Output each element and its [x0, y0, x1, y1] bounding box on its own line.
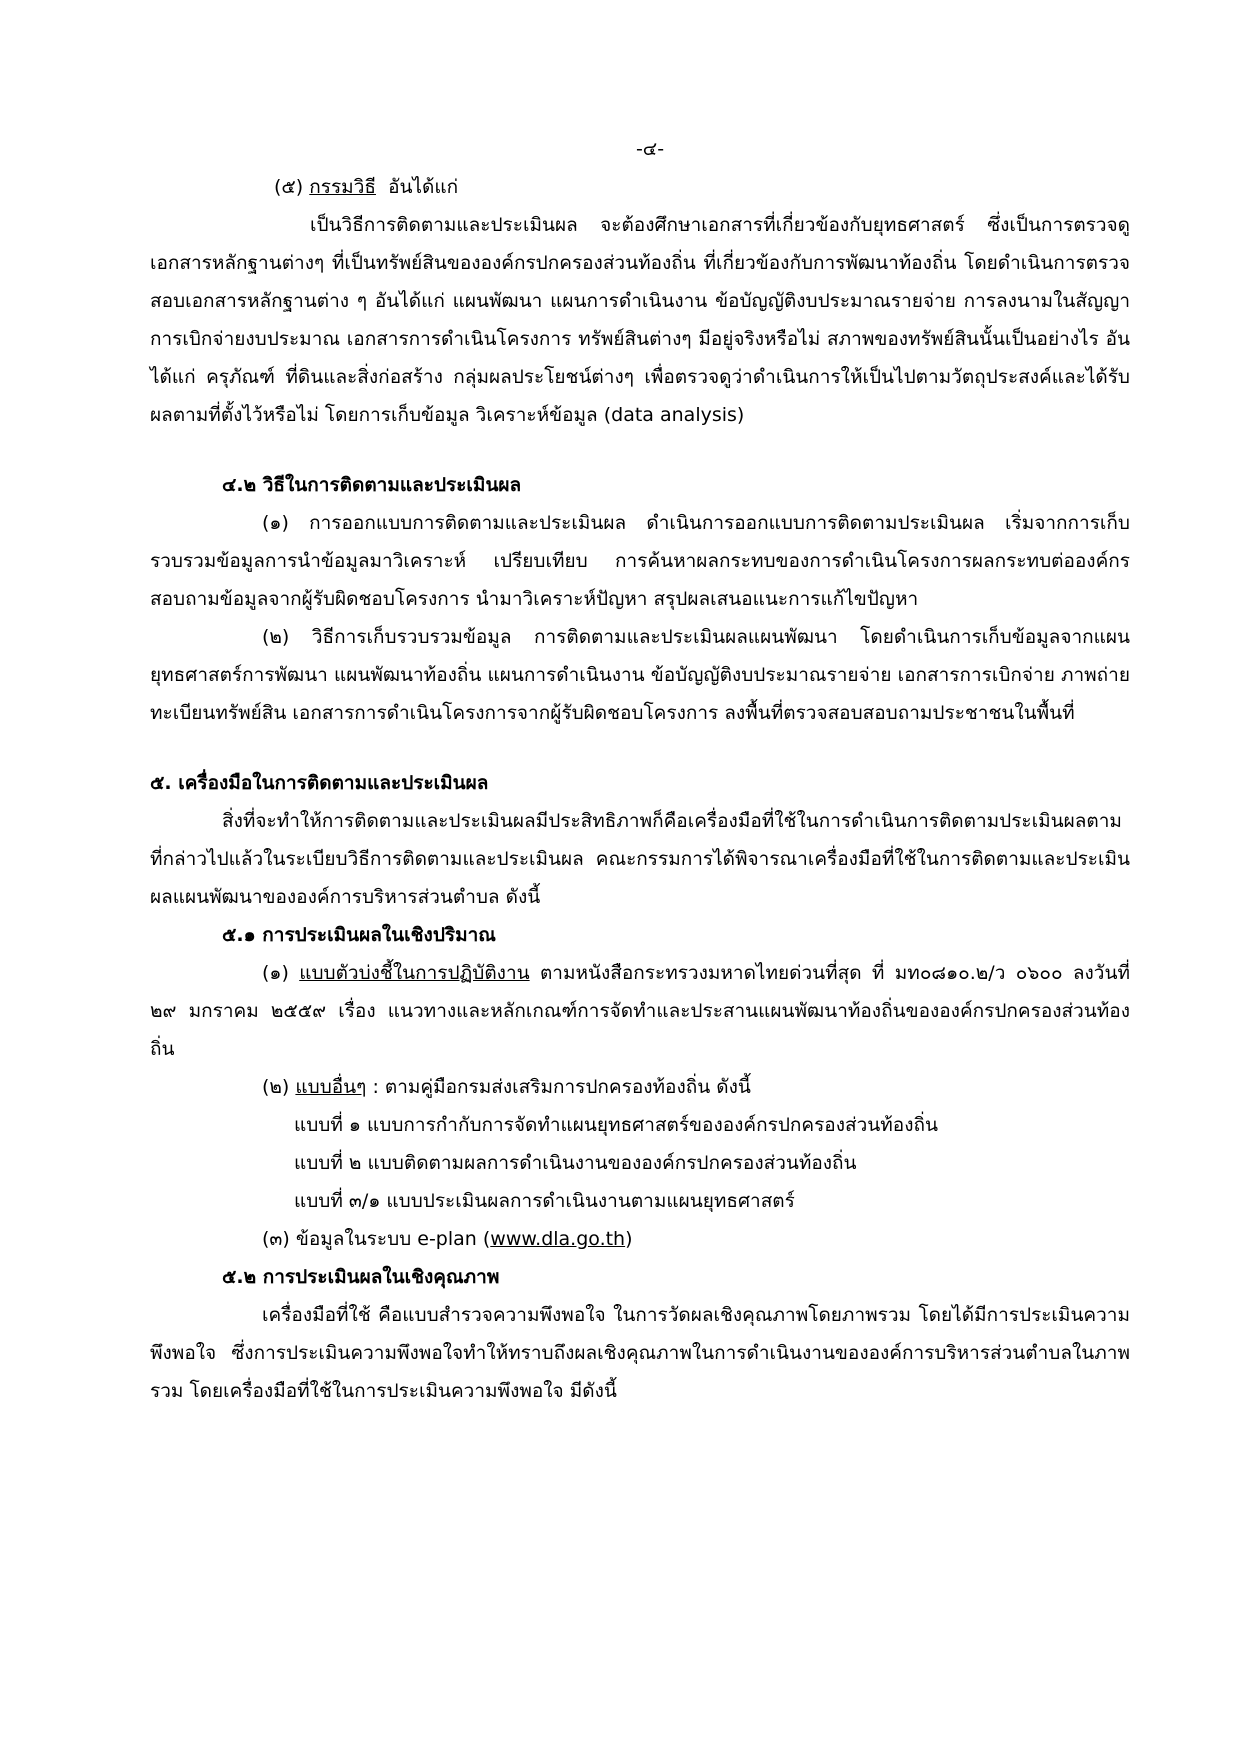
section-5-2-body: เครื่องมือที่ใช้ คือแบบสำรวจความพึงพอใจ ในการวัดผลเชิงคุณภาพโดยภาพรวม โดยได้มีการประเมินความพึงพอใจ ซึ่งการประเมินความพึงพอใจทำให้ทราบถึงผลเชิงคุณภาพในการดำเนินงานขององค์การบริหารส่วนตำบลในภาพรวม โดยเครื่องมือที่ใช้ในการประเมินความพึงพอใจ มีดังนี้: [150, 1304, 1130, 1402]
section-5-1-item-1-term: แบบตัวบ่งชี้ในการปฏิบัติงาน: [299, 962, 530, 984]
method-item-5-term: กรรมวิธี: [309, 176, 376, 198]
section-5-1-item-3-prefix: (๓) ข้อมูลในระบบ e-plan (: [262, 1228, 491, 1250]
section-5-heading: ๕. เครื่องมือในการติดตามและประเมินผล: [150, 772, 489, 794]
spacer: [150, 434, 1130, 466]
section-5-1-item-2: [150, 1068, 1130, 1106]
section-4-2-item-1: (๑) การออกแบบการติดตามและประเมินผล ดำเนินการออกแบบการติดตามประเมินผล เริ่มจากการเก็บรวบรวมข้อมูลการนำข้อมูลมาวิเคราะห์ เปรียบเทียบ การค้นหาผลกระทบของการดำเนินโครงการผลกระทบต่อองค์กรสอบถามข้อมูลจากผู้รับผิดชอบโครงการ นำมาวิเคราะห์ปัญหา สรุปผลเสนอแนะการแก้ไขปัญหา: [150, 512, 1130, 610]
form-item-3: แบบที่ ๓/๑ แบบประเมินผลการดำเนินงานตามแผนยุทธศาสตร์: [294, 1190, 795, 1212]
section-5-1-item-2-label: (๒): [262, 1076, 290, 1098]
section-4-2-item-2: (๒) วิธีการเก็บรวบรวมข้อมูล การติดตามและประเมินผลแผนพัฒนา โดยดำเนินการเก็บข้อมูลจากแผนยุทธศาสตร์การพัฒนา แผนพัฒนาท้องถิ่น แผนการดำเนินงาน ข้อบัญญัติงบประมาณรายจ่าย เอกสารการเบิกจ่าย ภาพถ่าย ทะเบียนทรัพย์สิน เอกสารการดำเนินโครงการจากผู้รับผิดชอบโครงการ ลงพื้นที่ตรวจสอบสอบถามประชาชนในพื้นที่: [150, 626, 1130, 724]
method-item-5-label: (๕): [274, 176, 304, 198]
section-4-2-heading: ๔.๒ วิธีในการติดตามและประเมินผล: [222, 474, 522, 496]
form-item-1: แบบที่ ๑ แบบการกำกับการจัดทำแผนยุทธศาสตร์ขององค์กรปกครองส่วนท้องถิ่น: [294, 1114, 938, 1136]
spacer: [150, 732, 1130, 764]
section-5-1-item-2-term: แบบอื่นๆ: [295, 1076, 367, 1098]
section-5-1-heading: ๕.๑ การประเมินผลในเชิงปริมาณ: [222, 924, 496, 946]
form-item-2: แบบที่ ๒ แบบติดตามผลการดำเนินงานขององค์กรปกครองส่วนท้องถิ่น: [294, 1152, 857, 1174]
method-item-5-body: เป็นวิธีการติดตามและประเมินผล จะต้องศึกษาเอกสารที่เกี่ยวข้องกับยุทธศาสตร์ ซึ่งเป็นการตรวจดูเอกสารหลักฐานต่างๆ ที่เป็นทรัพย์สินขององค์กรปกครองส่วนท้องถิ่น ที่เกี่ยวข้องกับการพัฒนาท้องถิ่น โดยดำเนินการตรวจสอบเอกสารหลักฐานต่าง ๆ อันได้แก่ แผนพัฒนา แผนการดำเนินงาน ข้อบัญญัติงบประมาณรายจ่าย การลงนามในสัญญา การเบิกจ่ายงบประมาณ เอกสารการดำเนินโครงการ ทรัพย์สินต่างๆ มีอยู่จริงหรือไม่ สภาพของทรัพย์สินนั้นเป็นอย่างไร อันได้แก่ ครุภัณฑ์ ที่ดินและสิ่งก่อสร้าง กลุ่มผลประโยชน์ต่างๆ เพื่อตรวจดูว่าดำเนินการให้เป็นไปตามวัตถุประสงค์และได้รับผลตามที่ตั้งไว้หรือไม่ โดยการเก็บข้อมูล วิเคราะห์ข้อมูล (data analysis): [150, 214, 1130, 426]
section-5-1-item-3: [150, 1220, 1130, 1258]
section-5-1-item-1: [150, 954, 1130, 1068]
method-item-5-suffix: อันได้แก่: [388, 176, 459, 198]
document-page: [150, 130, 1130, 1410]
section-5-1-item-1-body: ตามหนังสือกระทรวงมหาดไทยด่วนที่สุด ที่ มท๐๘๑๐.๒/ว ๐๖๐๐ ลงวันที่ ๒๙ มกราคม ๒๕๕๙ เรื่อง แนวทางและหลักเกณฑ์การจัดทำและประสานแผนพัฒนาท้องถิ่นขององค์กรปกครองส่วนท้องถิ่น: [150, 962, 1130, 1060]
page-number: -๔-: [635, 138, 665, 160]
method-item-5: [150, 168, 1130, 206]
section-5-2-heading: ๕.๒ การประเมินผลในเชิงคุณภาพ: [222, 1266, 500, 1288]
section-5-1-item-1-label: (๑): [262, 962, 289, 984]
section-5-1-item-3-suffix: ): [625, 1228, 633, 1250]
eplan-link[interactable]: www.dla.go.th: [490, 1228, 626, 1250]
section-5-1-item-2-body: : ตามคู่มือกรมส่งเสริมการปกครองท้องถิ่น ดังนี้: [372, 1076, 751, 1098]
section-5-intro: สิ่งที่จะทำให้การติดตามและประเมินผลมีประสิทธิภาพก็คือเครื่องมือที่ใช้ในการดำเนินการติดตามประเมินผลตามที่กล่าวไปแล้วในระเบียบวิธีการติดตามและประเมินผล คณะกรรมการได้พิจารณาเครื่องมือที่ใช้ในการติดตามและประเมินผลแผนพัฒนาขององค์การบริหารส่วนตำบล ดังนี้: [150, 810, 1130, 908]
